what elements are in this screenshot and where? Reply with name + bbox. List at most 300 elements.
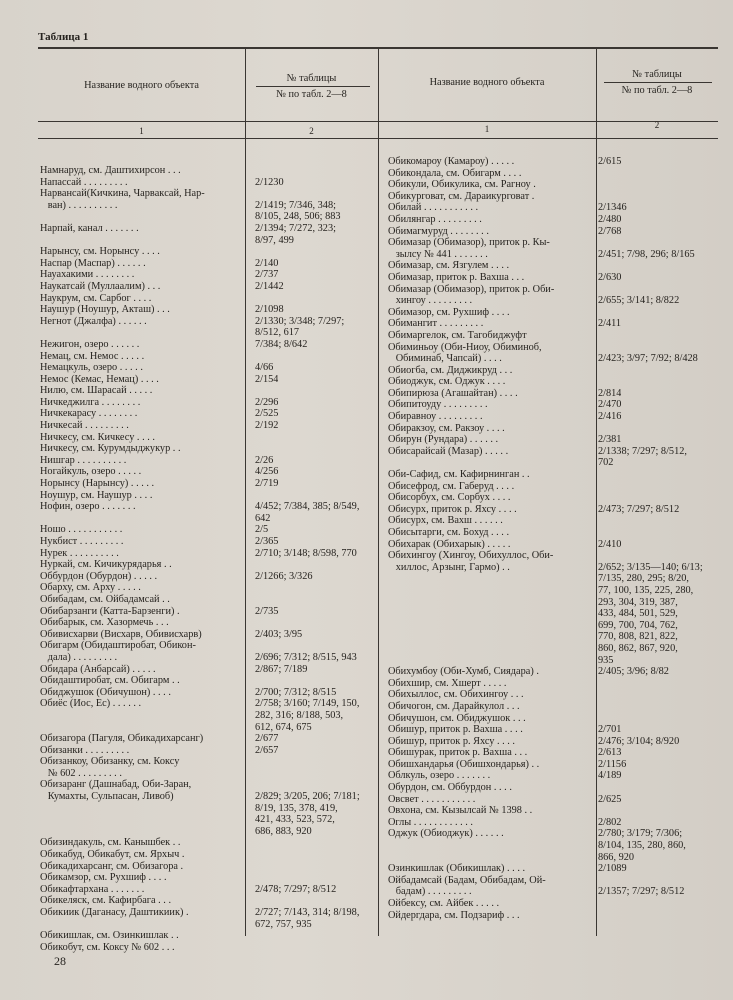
list-item xyxy=(40,490,380,502)
water-body-name: Ношо . . . . . . . . . . . xyxy=(40,524,123,536)
list-item xyxy=(40,478,380,490)
water-body-name: Обиоджук, см. Оджук . . . . xyxy=(388,376,506,388)
water-body-name xyxy=(388,597,598,609)
table-reference: 2/403; 3/95 xyxy=(255,628,303,640)
water-body-name: Наспар (Маспар) . . . . . . xyxy=(40,257,146,269)
table-reference: 642 xyxy=(255,512,271,524)
water-body-name: Обилай . . . . . . . . . . . xyxy=(388,202,479,214)
water-body-name xyxy=(40,919,255,931)
list-item xyxy=(40,316,380,328)
list-item xyxy=(40,524,380,536)
water-body-name: Обизанки . . . . . . . . . xyxy=(40,744,130,756)
water-body-name xyxy=(388,655,598,667)
water-body-name: Обибарык, см. Хазормечь . . . xyxy=(40,617,169,629)
water-body-name: Нилю, см. Шарасай . . . . . xyxy=(40,385,153,397)
list-item xyxy=(40,177,380,189)
list-item xyxy=(388,214,720,226)
list-item xyxy=(388,237,720,249)
table-reference: 2/1156 xyxy=(598,758,627,770)
list-item xyxy=(388,805,720,817)
list-item xyxy=(40,629,380,641)
water-body-name: Ногайкуль, озеро . . . . . xyxy=(40,466,142,478)
water-body-name: Обурдон, см. Оббурдон . . . . xyxy=(388,782,512,794)
table-reference: 2/525 xyxy=(255,408,279,420)
water-body-name: Обихыллос, см. Обихингоу . . . xyxy=(388,689,524,701)
table-reference: 2/154 xyxy=(255,373,279,385)
list-item xyxy=(40,942,380,954)
list-item xyxy=(40,652,380,664)
table-reference: 699, 700, 704, 762, xyxy=(598,619,678,631)
table-reference: 2/416 xyxy=(598,411,622,423)
water-body-name: Нарпай, канал . . . . . . . xyxy=(40,222,139,234)
list-item xyxy=(40,722,380,734)
list-item xyxy=(40,814,380,826)
table-reference: 2/5 xyxy=(255,524,269,536)
list-item xyxy=(40,351,380,363)
list-item xyxy=(40,258,380,270)
water-body-name: Обичушон, см. Обиджушок . . . xyxy=(388,712,526,724)
list-item xyxy=(388,284,720,296)
water-body-name: Облкуль, озеро . . . . . . . xyxy=(388,770,491,782)
list-item xyxy=(388,411,720,423)
left-name-header: Название водного объекта xyxy=(84,80,199,91)
table-reference: 2/710; 3/148; 8/598, 770 xyxy=(255,547,357,559)
table-reference: 702 xyxy=(598,457,614,469)
water-body-name: Наукрум, см. Сарбог . . . . xyxy=(40,292,152,304)
list-item xyxy=(40,223,380,235)
list-item xyxy=(388,759,720,771)
list-item xyxy=(388,202,720,214)
table-reference: 2/1346 xyxy=(598,202,627,214)
list-item xyxy=(40,188,380,200)
table-reference: 2/476; 3/104; 8/920 xyxy=(598,735,680,747)
list-item xyxy=(40,640,380,652)
water-body-name: Обимазар, приток р. Вахша . . . xyxy=(388,271,525,283)
list-item xyxy=(40,756,380,768)
right-table-no-header: № таблицы xyxy=(632,69,682,80)
list-item xyxy=(40,339,380,351)
list-item xyxy=(40,791,380,803)
water-body-name: Обикабуд, Обикабут, см. Ярхыч . xyxy=(40,849,185,861)
water-body-name: Овхона, см. Кызылсай № 1398 . . xyxy=(388,805,533,817)
water-body-name xyxy=(388,643,598,655)
water-body-name: Обисарайсай (Мазар) . . . . . xyxy=(388,445,509,457)
list-item xyxy=(388,307,720,319)
list-item xyxy=(388,527,720,539)
water-body-name: Обисурх, приток р. Яхсу . . . . xyxy=(388,503,517,515)
table-reference: 2/473; 7/297; 8/512 xyxy=(598,503,680,515)
table-reference: 4/452; 7/384, 385; 8/549, xyxy=(255,501,360,513)
table-reference: 8/104, 135, 280, 860, xyxy=(598,840,686,852)
right-entries-list xyxy=(388,156,720,921)
water-body-name: Обиминаб, Чапсай) . . . . xyxy=(388,353,502,365)
water-body-name: Обисытарги, см. Бохуд . . . . xyxy=(388,527,510,538)
list-item xyxy=(388,689,720,701)
list-item xyxy=(40,501,380,513)
list-item xyxy=(388,782,720,794)
list-item xyxy=(388,770,720,782)
table-reference: 2/802 xyxy=(598,816,622,828)
list-item xyxy=(40,930,380,942)
water-body-name: Ноушур, см. Наушур . . . . xyxy=(40,489,153,501)
list-item xyxy=(388,330,720,342)
list-item xyxy=(40,235,380,247)
table-reference: 686, 883, 920 xyxy=(255,825,312,837)
list-item xyxy=(388,875,720,887)
list-item xyxy=(388,701,720,713)
water-body-name xyxy=(40,722,255,734)
water-body-name: Обидаштиробат, см. Обигарм . . xyxy=(40,675,180,687)
water-body-name: Обикамзор, см. Рухшиф . . . . xyxy=(40,872,167,884)
water-body-name: Обишур, приток р. Вахша . . . . xyxy=(388,724,523,736)
list-item xyxy=(388,446,720,458)
water-body-name: хиллос, Арзынг, Гармо) . . xyxy=(388,561,510,573)
water-body-name: Обимангит . . . . . . . . . xyxy=(388,318,484,330)
water-body-name: Ничкесу, см. Кичкесу . . . . xyxy=(40,431,155,443)
water-body-name: Нежигон, озеро . . . . . . xyxy=(40,338,140,350)
water-body-name: Обипирюза (Агашайтан) . . . . xyxy=(388,387,518,399)
water-body-name: Ничкекарасу . . . . . . . . xyxy=(40,408,138,420)
table-reference: 2/737 xyxy=(255,269,279,281)
list-item xyxy=(40,698,380,710)
water-body-name: Обимазар (Обимазор), приток р. Оби- xyxy=(388,283,555,295)
list-item xyxy=(388,469,720,481)
water-body-name: Обибарзанги (Катта-Барзенги) . xyxy=(40,605,180,617)
water-body-name: Нурек . . . . . . . . . . xyxy=(40,547,119,559)
water-body-name: Обихингоу (Хингоу, Обихуллос, Оби- xyxy=(388,550,554,562)
table-reference: 2/613 xyxy=(598,747,622,759)
water-body-name xyxy=(40,826,255,838)
water-body-name: Напассай . . . . . . . . . xyxy=(40,176,128,188)
list-item xyxy=(388,539,720,551)
water-body-name xyxy=(40,814,255,826)
table-reference: 8/97, 499 xyxy=(255,234,294,246)
table-reference: 2/735 xyxy=(255,605,279,617)
table-reference: 2/652; 3/135—140; 6/13; xyxy=(598,561,703,573)
list-item xyxy=(40,664,380,676)
right-header-underline xyxy=(604,82,712,83)
water-body-name: Обисурх, см. Вахш . . . . . . xyxy=(388,515,503,527)
table-reference: 8/19, 135, 378, 419, xyxy=(255,802,338,814)
list-item xyxy=(40,200,380,212)
list-item xyxy=(40,420,380,432)
list-item xyxy=(388,666,720,678)
water-body-name xyxy=(40,211,255,223)
list-item xyxy=(388,295,720,307)
water-body-name: Обикишлак, см. Озинкишлак . . xyxy=(40,930,179,942)
list-item xyxy=(388,342,720,354)
water-body-name: Ничкеджилга . . . . . . . . xyxy=(40,396,141,408)
list-item xyxy=(40,779,380,791)
water-body-name: Обикобут, см. Коксу № 602 . . . xyxy=(40,941,175,953)
right-name-header: Название водного объекта xyxy=(429,77,545,88)
water-body-name: Обибадам, см. Ойбадамсай . . xyxy=(40,593,170,605)
water-body-name xyxy=(388,620,598,632)
list-item xyxy=(388,747,720,759)
water-body-name xyxy=(388,631,598,643)
list-item xyxy=(40,837,380,849)
water-body-name: № 602 . . . . . . . . . xyxy=(40,767,122,779)
water-body-name xyxy=(388,852,598,864)
list-item xyxy=(40,513,380,525)
water-body-name: Негнот (Джалфа) . . . . . . xyxy=(40,315,147,327)
water-body-name: Немос (Кемас, Немац) . . . . xyxy=(40,373,159,385)
list-item xyxy=(388,562,720,574)
table-reference: 7/135, 280, 295; 8/20, xyxy=(598,573,689,585)
water-body-name: Обарху, см. Арху . . . . . xyxy=(40,582,141,594)
list-item xyxy=(40,374,380,386)
water-body-name: Норынсу (Нарынсу) . . . . . xyxy=(40,478,155,490)
list-item xyxy=(40,907,380,919)
water-body-name: Ничкесай . . . . . . . . . xyxy=(40,420,129,432)
list-item xyxy=(40,826,380,838)
table-reference: 2/1266; 3/326 xyxy=(255,570,313,582)
list-item xyxy=(388,353,720,365)
list-item xyxy=(40,710,380,722)
table-reference: 2/478; 7/297; 8/512 xyxy=(255,883,337,895)
table-reference: 770, 808, 821, 822, xyxy=(598,631,678,643)
table-reference: 2/1442 xyxy=(255,280,284,292)
list-item xyxy=(388,608,720,620)
list-item xyxy=(388,898,720,910)
table-reference: 2/1419; 7/346, 348; xyxy=(255,199,336,211)
list-item xyxy=(40,872,380,884)
water-body-name: Обишурак, приток р. Вахша . . . xyxy=(388,747,528,759)
list-item xyxy=(40,385,380,397)
water-body-name: Обизагора (Пагуля, Обикадихарсанг) xyxy=(40,733,204,745)
water-body-name: Обипитоуду . . . . . . . . . xyxy=(388,399,488,411)
water-body-name xyxy=(40,235,255,247)
list-item xyxy=(40,803,380,815)
list-item xyxy=(40,397,380,409)
water-body-name: Оби-Сафид, см. Кафирнинган . . xyxy=(388,469,530,481)
water-body-name: Науахакими . . . . . . . . xyxy=(40,269,135,281)
water-body-name: Ойдергдара, см. Подзариф . . . xyxy=(388,909,520,921)
list-item xyxy=(388,492,720,504)
water-body-name: Обирун (Рундара) . . . . . . xyxy=(388,434,499,446)
water-body-name xyxy=(388,608,598,620)
list-item xyxy=(40,408,380,420)
right-col-number-2: 2 xyxy=(654,120,660,130)
list-item xyxy=(388,179,720,191)
water-body-name: Обизаранг (Дашнабад, Оби-Заран, xyxy=(40,779,192,791)
water-body-name xyxy=(388,840,598,852)
water-body-name: Обиравноу . . . . . . . . . xyxy=(388,411,483,423)
water-body-name: зылсу № 441 . . . . . . . xyxy=(388,248,488,260)
water-body-name: бадам) . . . . . . . . . xyxy=(388,886,472,898)
water-body-name: Обигарм (Обидаштиробат, Обикон- xyxy=(40,640,196,652)
water-body-name: Нишгар . . . . . . . . . . xyxy=(40,454,127,466)
table-reference: 4/189 xyxy=(598,770,622,782)
table-reference: 282, 316; 8/188, 503, xyxy=(255,709,344,721)
table-reference: 8/512, 617 xyxy=(255,327,300,339)
water-body-name: Обихумбоу (Оби-Хумб, Сиядара) . xyxy=(388,666,539,678)
water-body-name xyxy=(388,457,598,469)
water-body-name: Обимагмуруд . . . . . . . . xyxy=(388,225,489,237)
list-item xyxy=(388,272,720,284)
water-body-name: Обиёс (Иос, Ес) . . . . . . xyxy=(40,698,142,710)
table-reference: 2/1098 xyxy=(255,304,284,316)
list-item xyxy=(388,191,720,203)
list-item xyxy=(388,423,720,435)
list-item xyxy=(388,713,720,725)
list-item xyxy=(40,327,380,339)
table-reference: 2/405; 3/96; 8/82 xyxy=(598,666,669,678)
water-body-name xyxy=(40,327,255,339)
water-body-name: Обихарак (Обихарык) . . . . . xyxy=(388,538,511,550)
list-item xyxy=(388,457,720,469)
table-reference: 2/470 xyxy=(598,399,622,411)
water-body-name: Обичогон, см. Дарайкулол . . . xyxy=(388,700,520,712)
list-item xyxy=(40,432,380,444)
water-body-name xyxy=(388,573,598,585)
list-item xyxy=(40,895,380,907)
table-reference: 2/867; 7/189 xyxy=(255,663,308,675)
table-reference: 935 xyxy=(598,654,614,666)
water-body-name: Обидара (Анбарсай) . . . . . xyxy=(40,663,156,675)
list-item xyxy=(388,817,720,829)
table-reference: 2/1357; 7/297; 8/512 xyxy=(598,886,685,898)
table-reference: 2/758; 3/160; 7/149, 150, xyxy=(255,698,360,710)
water-body-name: Обивисхарви (Висхарв, Обивисхарв) xyxy=(40,628,202,640)
table-reference: 2/26 xyxy=(255,454,274,466)
water-body-name: Нарвансай(Кичкина, Чарвaкcай, Нар- xyxy=(40,188,205,200)
water-body-name: Обиогба, см. Диджикруд . . . xyxy=(388,364,513,376)
water-body-name: Нукбист . . . . . . . . . xyxy=(40,536,124,547)
water-body-name: Обизиндакуль, см. Канышбек . . xyxy=(40,837,181,849)
list-item xyxy=(388,724,720,736)
table-reference: 2/701 xyxy=(598,724,622,736)
list-item xyxy=(388,226,720,238)
water-body-name: хингоу . . . . . . . . . xyxy=(388,295,473,307)
list-item xyxy=(40,861,380,873)
table-reference: 672, 757, 935 xyxy=(255,918,312,930)
list-item xyxy=(40,849,380,861)
table-reference: 2/423; 3/97; 7/92; 8/428 xyxy=(598,353,698,365)
left-col-number-2: 2 xyxy=(309,126,314,136)
list-item xyxy=(388,828,720,840)
table-reference: 2/829; 3/205, 206; 7/181; xyxy=(255,791,360,803)
list-item xyxy=(40,606,380,618)
list-item xyxy=(40,443,380,455)
left-header-underline xyxy=(256,86,370,87)
list-item xyxy=(40,582,380,594)
right-table-sub-header: № по табл. 2—8 xyxy=(621,85,693,96)
water-body-name: Обикеляск, см. Кафирбага . . . xyxy=(40,895,172,907)
table-reference: 2/1394; 7/272, 323; xyxy=(255,222,336,234)
table-reference: 2/655; 3/141; 8/822 xyxy=(598,295,680,307)
water-body-name: Обимазар, см. Язгулем . . . . xyxy=(388,260,510,272)
left-table-no-header: № таблицы xyxy=(286,73,337,84)
table-reference: 2/780; 3/179; 7/306; xyxy=(598,828,683,840)
water-body-name: Обикадихарсанг, см. Обизагора . xyxy=(40,860,184,872)
table-reference: 2/615 xyxy=(598,156,622,167)
water-body-name: Обикафтархана . . . . . . . xyxy=(40,883,145,895)
list-item xyxy=(40,675,380,687)
water-body-name: Обимазар (Обимазор), приток р. Кы- xyxy=(388,237,550,249)
list-item xyxy=(388,597,720,609)
water-body-name xyxy=(40,513,255,525)
water-body-name xyxy=(388,585,598,597)
list-item xyxy=(388,910,720,922)
list-item xyxy=(388,794,720,806)
list-item xyxy=(40,165,380,177)
list-item xyxy=(388,260,720,272)
table-caption: Таблица 1 xyxy=(38,31,89,43)
water-body-name: Обикондала, см. Обигарм . . . . xyxy=(388,167,522,179)
list-item xyxy=(388,736,720,748)
list-item xyxy=(388,631,720,643)
table-reference: 866, 920 xyxy=(598,851,635,863)
water-body-name: Обизанкоу, Обизанку, см. Коксу xyxy=(40,756,180,768)
list-item xyxy=(388,168,720,180)
water-body-name: Нуркай, см. Кичикурядарья . . xyxy=(40,559,172,571)
list-item xyxy=(40,919,380,931)
list-item xyxy=(40,594,380,606)
table-reference: 612, 674, 675 xyxy=(255,721,312,733)
list-item xyxy=(40,269,380,281)
water-body-name: Обимазор, см. Рухшиф . . . . xyxy=(388,306,510,318)
table-reference: 2/410 xyxy=(598,538,622,550)
water-body-name: Обисефрод, см. Габеруд . . . . xyxy=(388,480,515,492)
list-item xyxy=(40,293,380,305)
list-item xyxy=(40,246,380,258)
table-reference: 2/719 xyxy=(255,478,279,490)
water-body-name: Обикиик (Даганасу, Даштикиик) . xyxy=(40,907,189,918)
list-item xyxy=(40,548,380,560)
water-body-name: Обикурговат, см. Дараикурговат . xyxy=(388,190,535,202)
water-body-name: Озинкишлак (Обикишлак) . . . . xyxy=(388,863,526,875)
water-body-name: Немацкуль, озеро . . . . . xyxy=(40,362,143,374)
water-body-name: Намнаруд, см. Даштихирсон . . . xyxy=(40,165,181,176)
water-body-name: Обисорбух, см. Сорбух . . . . xyxy=(388,492,511,504)
water-body-name: Оглы . . . . . . . . . . . . xyxy=(388,816,473,828)
list-item xyxy=(388,643,720,655)
list-item xyxy=(40,768,380,780)
table-reference: 8/105, 248, 506; 883 xyxy=(255,211,341,223)
table-reference: 2/700; 7/312; 8/515 xyxy=(255,686,337,698)
water-body-name: Обимаргелок, см. Тагобиджуфт xyxy=(388,329,527,341)
list-item xyxy=(40,466,380,478)
list-item xyxy=(388,550,720,562)
water-body-name: дала) . . . . . . . . . xyxy=(40,651,118,663)
list-item xyxy=(388,399,720,411)
table-reference: 2/677 xyxy=(255,733,279,745)
water-body-name: Кумахты, Сульпасан, Ливоб) xyxy=(40,791,174,803)
list-item xyxy=(388,156,720,168)
table-reference: 2/1338; 7/297; 8/512, xyxy=(598,445,687,457)
table-reference: 2/451; 7/98, 296; 8/165 xyxy=(598,248,695,260)
table-reference: 860, 862, 867, 920, xyxy=(598,642,678,654)
list-item xyxy=(388,388,720,400)
list-item xyxy=(388,852,720,864)
water-body-name xyxy=(40,710,255,722)
list-item xyxy=(388,655,720,667)
table-reference: 2/411 xyxy=(598,318,622,330)
table-reference: 421, 433, 523, 572, xyxy=(255,814,335,826)
list-item xyxy=(388,585,720,597)
water-body-name: Обишур, приток р. Яхсу . . . . xyxy=(388,735,516,747)
list-item xyxy=(40,884,380,896)
list-item xyxy=(388,318,720,330)
water-body-name: Ойбекcу, см. Айбек . . . . . xyxy=(388,898,500,909)
page-number: 28 xyxy=(54,954,66,968)
table-reference: 2/1230 xyxy=(255,176,284,188)
water-body-name: Обиминьоу (Оби-Ниоу, Обиминоб, xyxy=(388,341,542,353)
left-table-sub-header: № по табл. 2—8 xyxy=(276,89,347,100)
list-item xyxy=(388,515,720,527)
list-item xyxy=(40,571,380,583)
